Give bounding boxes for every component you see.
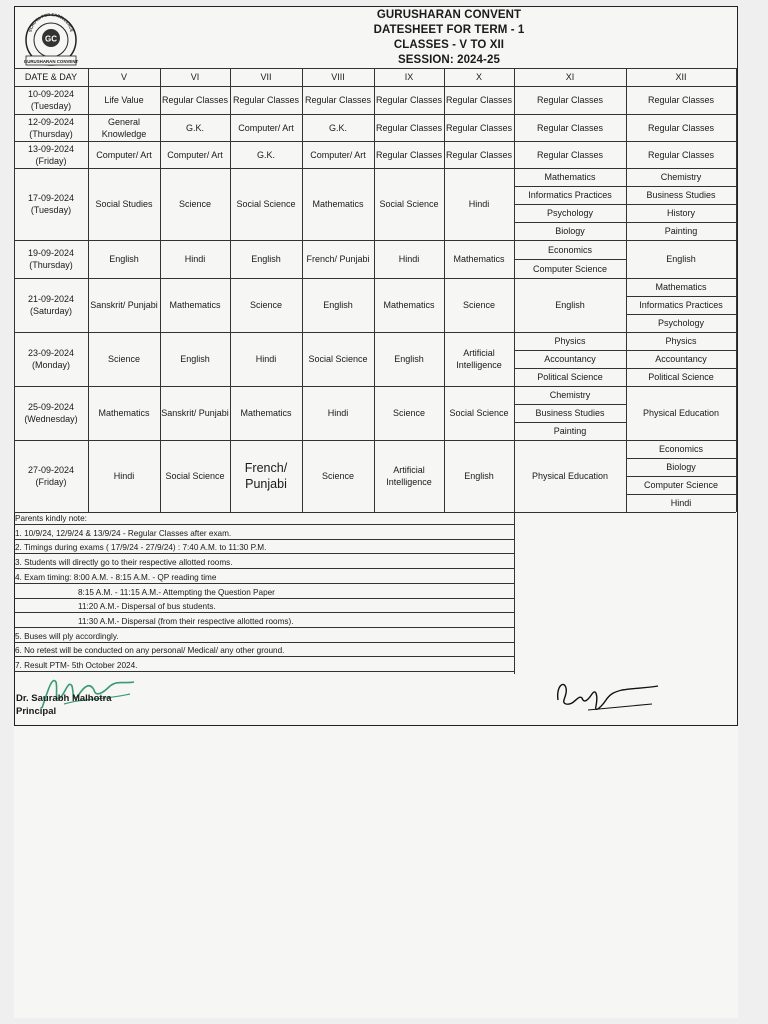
subject-cell-class-xi: Economics [547, 244, 592, 255]
signatory [16, 692, 112, 718]
subject-cell-class-xii: Economics [658, 444, 703, 454]
subject-cell-class-vi: G.K. [185, 122, 204, 133]
table-rule-horizontal [626, 296, 736, 297]
subject-cell-class-xii: English [666, 254, 696, 264]
subject-cell-class-xi: Regular Classes [536, 95, 604, 105]
subject-cell-class-vii: Computer/ Art [238, 122, 294, 133]
subject-cell-class-x: Social Science [449, 408, 509, 418]
subject-cell-class-ix: Regular Classes [375, 149, 443, 160]
note-line: 4. Exam timing: 8:00 A.M. - 8:15 A.M. - QP reading time [14, 571, 514, 584]
date-day-cell: 25-09-2024 (Wednesday) [24, 402, 78, 424]
date-day-cell: 19-09-2024 (Thursday) [27, 248, 75, 270]
subject-cell-class-xii: Physics [665, 336, 697, 346]
note-line: 6. No retest will be conducted on any personal/ Medical/ any other ground. [14, 644, 514, 657]
subject-cell-class-xii: Painting [664, 226, 698, 236]
subject-cell-class-vi: Regular Classes [161, 95, 229, 105]
note-line: 5. Buses will ply accordingly. [14, 630, 514, 643]
subject-cell-class-xi: Physical Education [531, 471, 609, 481]
column-header: IX [404, 72, 414, 82]
subject-cell-class-xi: Physics [554, 336, 586, 346]
subject-cell-class-xi: Political Science [537, 372, 603, 382]
subject-cell-class-xii: Mathematics [655, 282, 707, 292]
subject-cell-class-ix: Regular Classes [375, 95, 443, 105]
subject-cell-class-xii: Biology [666, 462, 696, 472]
note-line: 11:30 A.M.- Dispersal (from their respective allotted rooms). [14, 615, 514, 628]
subject-cell-class-xii: Chemistry [660, 172, 702, 182]
subject-cell-class-ix: Hindi [398, 254, 420, 264]
note-line: 7. Result PTM- 5th October 2024. [14, 659, 514, 672]
column-header: DATE & DAY [24, 72, 78, 82]
subject-cell-class-vii: Mathematics [240, 408, 292, 418]
subject-cell-class-v: Social Studies [95, 199, 153, 209]
subject-cell-class-vii: French/ Punjabi [244, 461, 288, 491]
column-header: X [475, 72, 482, 82]
datesheet-term: DATESHEET FOR TERM - 1 [373, 24, 525, 36]
subject-cell-class-viii: Regular Classes [304, 95, 372, 105]
subject-cell-class-v: English [109, 254, 139, 264]
subject-cell-class-xi: Painting [553, 426, 587, 436]
note-line: 11:20 A.M.- Dispersal of bus students. [14, 600, 514, 613]
subject-cell-class-vi: Science [178, 199, 212, 209]
subject-cell-class-viii: Hindi [327, 408, 349, 418]
subject-cell-class-xi: English [555, 300, 585, 310]
subject-cell-class-x: Mathematics [453, 254, 505, 264]
subject-cell-class-xii: Hindi [670, 498, 692, 508]
column-header: XI [565, 72, 575, 82]
subject-cell-class-viii: G.K. [328, 122, 347, 133]
table-rule-horizontal [514, 368, 626, 369]
subject-cell-class-xii: Physical Education [642, 408, 720, 418]
table-rule-horizontal [514, 204, 626, 205]
subject-cell-class-viii: Mathematics [312, 199, 364, 209]
subject-cell-class-viii: Social Science [308, 354, 368, 364]
table-rule-horizontal [514, 404, 626, 405]
subject-cell-class-vi: Computer/ Art [167, 149, 223, 160]
subject-cell-class-xi: Computer Science [532, 263, 608, 274]
subject-cell-class-ix: Social Science [379, 199, 439, 209]
subject-cell-class-v: Sanskrit/ Punjabi [90, 300, 158, 310]
table-rule-horizontal [626, 368, 736, 369]
subject-cell-class-xii: Regular Classes [647, 149, 715, 160]
subject-cell-class-xii: Informatics Practices [639, 300, 723, 310]
subject-cell-class-xi: Psychology [546, 208, 594, 218]
note-line: 3. Students will directly go to their respective allotted rooms. [14, 556, 514, 569]
subject-cell-class-vii: G.K. [256, 149, 275, 160]
subject-cell-class-x: Hindi [468, 199, 490, 209]
subject-cell-class-xii: Accountancy [655, 354, 707, 364]
note-line: 1. 10/9/24, 12/9/24 & 13/9/24 - Regular Classes after exam. [14, 527, 514, 540]
subject-cell-class-vii: English [251, 254, 281, 264]
subject-cell-class-v: General Knowledge [101, 116, 147, 139]
subject-cell-class-vi: Social Science [165, 471, 225, 481]
subject-cell-class-vi: Hindi [184, 254, 206, 264]
subject-cell-class-vii: Social Science [236, 199, 296, 209]
date-day-cell: 10-09-2024 (Tuesday) [27, 89, 75, 111]
subject-cell-class-viii: Computer/ Art [310, 149, 366, 160]
subject-cell-class-xi: Accountancy [544, 354, 596, 364]
subject-cell-class-ix: English [394, 354, 424, 364]
table-rule-horizontal [514, 259, 626, 260]
subject-cell-class-viii: Science [321, 471, 355, 481]
table-rule-horizontal [626, 494, 736, 495]
table-rule-horizontal [514, 186, 626, 187]
table-rule-horizontal [626, 222, 736, 223]
principal-title: Principal [16, 706, 57, 717]
subject-cell-class-v: Life Value [104, 95, 144, 105]
notes-heading: Parents kindly note: [14, 512, 514, 525]
subject-cell-class-xi: Regular Classes [536, 149, 604, 160]
column-header: VI [190, 72, 200, 82]
subject-cell-class-xi: Chemistry [549, 390, 591, 400]
subject-cell-class-v: Computer/ Art [96, 149, 152, 160]
subject-cell-class-vi: Mathematics [169, 300, 221, 310]
column-header: VII [260, 72, 272, 82]
classes-range: CLASSES - V TO XII [393, 39, 505, 51]
subject-cell-class-vii: Science [249, 300, 283, 310]
subject-cell-class-ix: Science [392, 408, 426, 418]
table-rule-horizontal [514, 422, 626, 423]
svg-text:GC: GC [45, 34, 57, 44]
note-line: 2. Timings during exams ( 17/9/24 - 27/9/24) : 7:40 A.M. to 11:30 P.M. [14, 541, 514, 554]
datesheet-page [14, 6, 738, 1018]
column-header: V [120, 72, 127, 82]
datesheet-table [14, 68, 736, 512]
subject-cell-class-x: Regular Classes [445, 122, 513, 133]
notes-border [514, 512, 515, 674]
subject-cell-class-viii: French/ Punjabi [306, 254, 370, 264]
date-day-cell: 17-09-2024 (Tuesday) [27, 193, 75, 215]
date-day-cell: 27-09-2024 (Friday) [27, 465, 75, 487]
subject-cell-class-viii: English [323, 300, 353, 310]
subject-cell-class-ix: Artificial Intelligence [386, 465, 432, 487]
note-line: 8:15 A.M. - 11:15 A.M.- Attempting the Question Paper [14, 586, 514, 599]
school-name: GURUSHARAN CONVENT [376, 9, 522, 21]
document-title [284, 8, 614, 68]
subject-cell-class-v: Science [107, 354, 141, 364]
table-rule-horizontal [626, 204, 736, 205]
subject-cell-class-ix: Regular Classes [375, 122, 443, 133]
subject-cell-class-xi: Mathematics [544, 172, 596, 182]
subject-cell-class-xi: Regular Classes [536, 122, 604, 133]
second-signature-icon [552, 676, 662, 716]
session: SESSION: 2024-25 [398, 54, 500, 66]
subject-cell-class-x: Artificial Intelligence [456, 348, 502, 370]
table-rule-horizontal [626, 314, 736, 315]
table-rule-horizontal [514, 222, 626, 223]
subject-cell-class-vi: Sanskrit/ Punjabi [161, 408, 229, 418]
subject-cell-class-x: English [464, 471, 494, 481]
principal-name: Dr. Saurabh Malhotra [16, 693, 112, 704]
subject-cell-class-xii: History [666, 208, 695, 218]
subject-cell-class-v: Hindi [113, 471, 135, 481]
subject-cell-class-vii: Regular Classes [232, 95, 300, 105]
subject-cell-class-x: Regular Classes [445, 149, 513, 160]
date-day-cell: 23-09-2024 (Monday) [27, 348, 75, 370]
table-rule-horizontal [626, 350, 736, 351]
table-rule-horizontal [626, 186, 736, 187]
subject-cell-class-vi: English [180, 354, 210, 364]
svg-text:SCHOOL FOR EXCELLENCE: SCHOOL FOR EXCELLENCE [27, 12, 75, 33]
subject-cell-class-xii: Regular Classes [647, 95, 715, 105]
subject-cell-class-xii: Political Science [648, 372, 714, 382]
subject-cell-class-xii: Psychology [657, 318, 705, 328]
subject-cell-class-x: Science [462, 300, 496, 310]
date-day-cell: 21-09-2024 (Saturday) [27, 294, 75, 316]
table-rule-horizontal [626, 476, 736, 477]
subject-cell-class-xii: Business Studies [646, 190, 716, 200]
subject-cell-class-xi: Biology [555, 226, 585, 236]
subject-cell-class-vii: Hindi [255, 354, 277, 364]
table-rule-vertical [736, 68, 737, 512]
school-logo-icon [22, 12, 80, 70]
subject-cell-class-x: Regular Classes [445, 95, 513, 105]
subject-cell-class-xi: Informatics Practices [528, 190, 612, 200]
column-header: XII [675, 72, 687, 82]
column-header: VIII [331, 72, 345, 82]
subject-cell-class-ix: Mathematics [383, 300, 435, 310]
subject-cell-class-v: Mathematics [98, 408, 150, 418]
date-day-cell: 13-09-2024 (Friday) [27, 143, 75, 166]
subject-cell-class-xii: Computer Science [643, 480, 719, 490]
date-day-cell: 12-09-2024 (Thursday) [27, 116, 75, 139]
svg-text:GURUSHARAN CONVENT: GURUSHARAN CONVENT [23, 59, 79, 64]
table-rule-horizontal [626, 458, 736, 459]
subject-cell-class-xi: Business Studies [535, 408, 605, 418]
table-rule-horizontal [514, 350, 626, 351]
subject-cell-class-xii: Regular Classes [647, 122, 715, 133]
